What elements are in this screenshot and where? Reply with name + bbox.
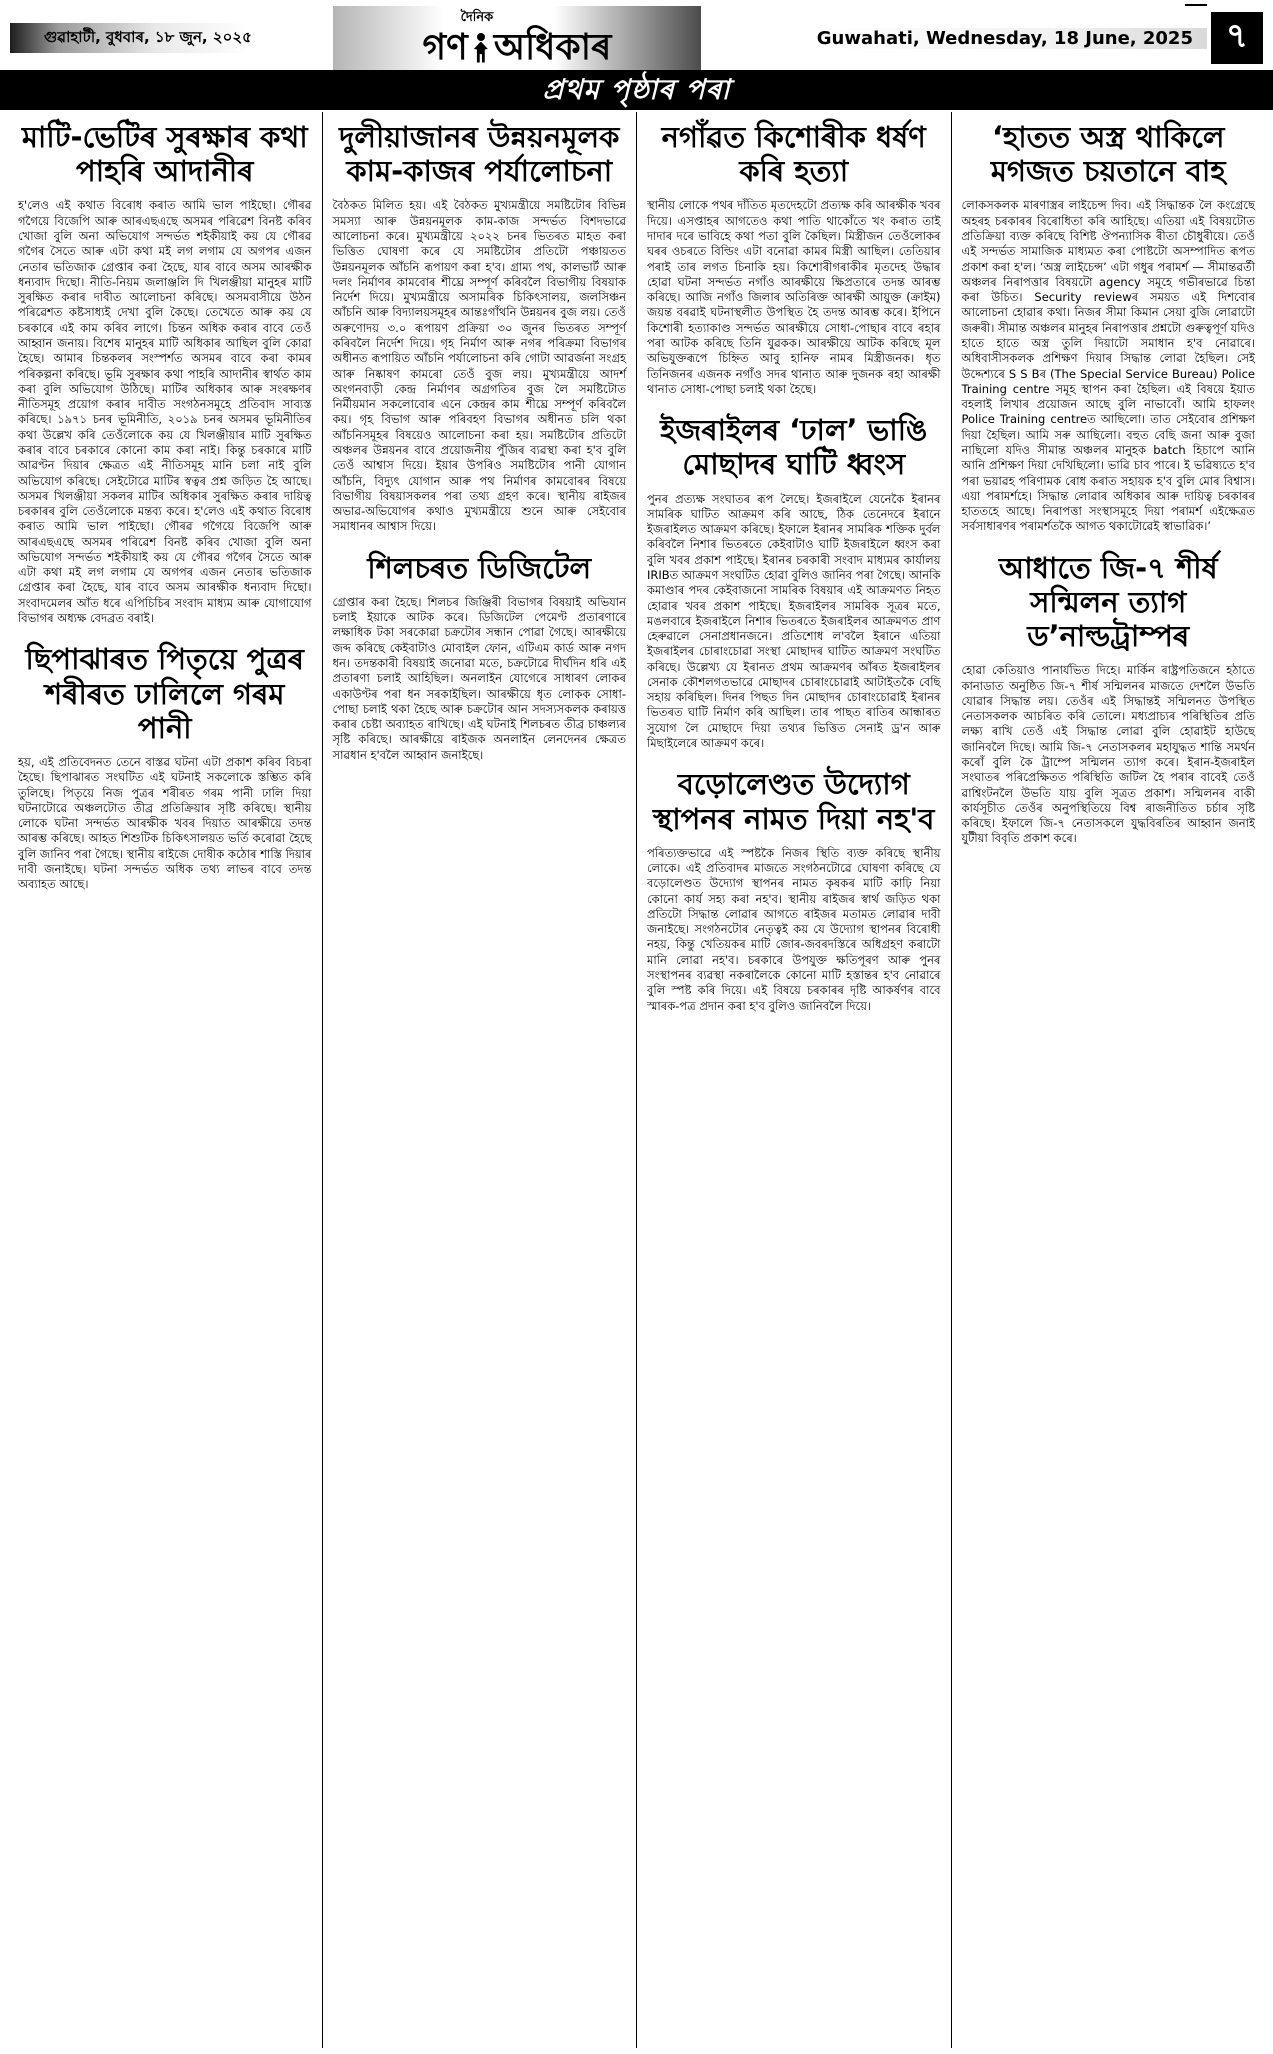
news-column-2 [323, 112, 638, 2048]
article-headline: নগাঁৱত কিশোৰীক ধৰ্ষণ কৰি হত্যা [661, 120, 926, 189]
article-body-paragraph: গ্ৰেপ্তাৰ কৰা হৈছে। শিলচৰ জিঞ্জিৰী বিভাগৰ বিষয়াই অভিযান চলাই ইয়াকে আটক কৰে। ডিজিটেল পেমেণ্ট প্ৰতাৰণাৰে লক্ষাধিক টকা সৰকোৱা চক্ৰটোৰ সন্ধান পোৱা গৈছে। আৰক্ষীয়ে জব্দ কৰিছে কেইবাটাও মোবাইল ফোন, এটিএম কাৰ্ড আৰু নগদ ধন। তদন্তকাৰী বিষয়াই জনোৱা মতে, চক্ৰটোৱে দীৰ্ঘদিন ধৰি এই প্ৰতাৰণা চলাই আহিছিল। অনলাইন যোগেৰে সাধাৰণ লোকৰ একাউণ্টৰ পৰা ধন সৰকাইছিল। আৰক্ষীয়ে ধৃত লোকক সোধা-পোছা চলাই থকা হৈছে আৰু চক্ৰটোৰ আন সদস্যসকলক কৰায়ত্ত কৰাৰ চেষ্টা অব্যাহত ৰাখিছে। এই ঘটনাই শিলচৰত তীব্ৰ চাঞ্চল্যৰ সৃষ্টি কৰিছে। আৰক্ষীয়ে ৰাইজক অনলাইন লেনদেনৰ ক্ষেত্ৰত সাৱধান হ'বলৈ আহ্বান জনাইছে। [332, 594, 626, 762]
person-icon [474, 33, 488, 63]
dateline-english: Guwahati, Wednesday, 18 June, 2025 [817, 28, 1207, 49]
masthead-tagline: দৈনিক [460, 9, 494, 25]
article-israel-mossad [647, 413, 941, 751]
columns-container [0, 110, 1273, 2048]
article-trump-g7 [962, 551, 1256, 847]
article-body-paragraph: পুনৰ প্ৰত্যক্ষ সংঘাতৰ ৰূপ লৈছে। ইজৰাইলে যেনেকৈ ইৰানৰ সামৰিক ঘাটিত আক্ৰমণ কৰি আছে, ঠিক তেনেদৰে ইৰানে ইজৰাইলত আক্ৰমণ কৰিছে। ইফালে ইৰানৰ সামৰিক শক্তিক দুৰ্বল কৰিবলৈ নিশাৰ ভিতৰতে কেইবাটাও ঘাটি ইজৰাইলে ধ্বংস কৰা বুলি খবৰ প্ৰকাশ পাইছে। ইৰানৰ চৰকাৰী সংবাদ মাধ্যমৰ কাৰ্যালয় IRIBত আক্ৰমণ সংঘটিত হোৱা বুলিও জানিব পৰা গৈছে। আনকি কমাণ্ডাৰ পদৰ কেইবাজনো সামৰিক বিষয়াৰ এই আক্ৰমণত নিহত হোৱাৰ খবৰ প্ৰকাশ পাইছে। ইজৰাইলৰ সামৰিক সূত্ৰৰ মতে, মঙলবাৰে ইজৰাইলে নিশাৰ ভিতৰতে ইজৰাইলৰ আক্ৰমণত প্ৰাণ হেৰুৱালে সেনাপ্ৰধানজনে। প্ৰতিশোধ ল'বলৈ ইৰানে এতিয়া ইজৰাইলৰ চোৰাংচোৱা সংস্থা মোছাদৰ ঘাটিত আক্ৰমণ সংঘটিত কৰিছে। উল্লেখ্য যে ইৰানত প্ৰথম আক্ৰমণৰ আঁৰত ইজৰাইলৰ সেনাক কৌশলগতভাৱে মোছাদৰ চোৰাংচোৱাই আটাইতকৈ বেছি সহায় কৰিছিল। দিনৰ পিছত দিন মোছাদৰ চোৰাংচোৱাই ইৰানৰ ভিতৰত ঘাটি নিৰ্মাণ কৰি আছিল। তাৰ পাছত ৰাতিৰ আন্ধাৰত সুযোগ লৈ মোছাদে দিয়া তথ্যৰ ভিত্তিত সেনাই ড্ৰ'ন আৰু মিছাইলেৰে আক্ৰমণ কৰে। [647, 491, 941, 751]
news-column-3 [637, 112, 952, 2048]
news-column-1 [8, 112, 323, 2048]
article-headline: মাটি-ভেটিৰ সুৰক্ষাৰ কথা পাহৰি আদানীৰ [21, 120, 308, 189]
article-body-paragraph: হয়, এই প্ৰতিবেদনত তেনে বাস্তৱ ঘটনা এটা প্ৰকাশ কৰিব বিচৰা হৈছে। ছিপাঝাৰত সংঘটিত এই ঘটনাই সকলোকে স্তম্ভিত কৰি তুলিছে। পিতৃয়ে নিজ পুত্ৰৰ শৰীৰত গৰম পানী ঢালি দিয়া ঘটনাটোৱে অঞ্চলটোত তীব্ৰ প্ৰতিক্ৰিয়াৰ সৃষ্টি কৰিছে। স্থানীয় লোকে ঘটনা সন্দৰ্ভত আৰক্ষীক খবৰ দিয়াত আৰক্ষীয়ে তদন্ত আৰম্ভ কৰিছে। আহত শিশুটিক চিকিৎসালয়ত ভৰ্তি কৰোৱা হৈছে বুলি জানিব পৰা গৈছে। স্থানীয় ৰাইজে দোষীক কঠোৰ শাস্তি দিয়াৰ দাবী জনাইছে। ঘটনা সন্দৰ্ভত অধিক তথ্য লাভৰ বাবে তদন্ত অব্যাহত আছে। [18, 754, 312, 892]
masthead-title [341, 26, 693, 68]
masthead-title-left: গণ [422, 26, 468, 68]
article-body-paragraph: বৈঠকত মিলিত হয়। এই বৈঠকত মুখ্যমন্ত্ৰীয়ে সমষ্টিটোৰ বিভিন্ন সমস্যা আৰু উন্নয়নমূলক কাম-কাজ সন্দৰ্ভত বিশদভাৱে আলোচনা কৰে। মুখ্যমন্ত্ৰীয়ে ২০২২ চনৰ ভিতৰত মাহত কৰা ভিত্তিত ঘোষণা কৰে যে সমষ্টিটোৰ প্ৰতিটো পঞ্চায়তত উন্নয়নমূলক আঁচনি ৰূপায়ণ কৰা হ'ব। গ্ৰাম্য পথ, কালভাৰ্ট আৰু দলং নিৰ্মাণৰ কামবোৰ শীঘ্ৰে সম্পূৰ্ণ কৰিবলৈ বিভাগীয় বিষয়াক নিৰ্দেশ দিয়ে। মুখ্যমন্ত্ৰীয়ে অসামৰিক চিকিৎসালয়, জলসিঞ্চন আঁচনি আৰু বিদ্যালয়সমূহৰ আন্তঃগাঁথনি উন্নয়নৰ বুজ লয়। তেওঁ অৰুণোদয় ৩.০ ৰূপায়ণ প্ৰক্ৰিয়া ৩০ জুনৰ ভিতৰত সম্পূৰ্ণ কৰিবলৈ নিৰ্দেশ দিয়ে। গৃহ নিৰ্মাণ আৰু নগৰ পৰিক্ৰমা বিভাগৰ অধীনত ৰূপায়িত আঁচনি পৰ্যালোচনা কৰি গোটা আৱৰ্জনা সংগ্ৰহ আৰু নিষ্কাষণ কামৰো তেওঁ বুজ লয়। মুখ্যমন্ত্ৰীয়ে আদৰ্শ অংগনবাড়ী কেন্দ্ৰ নিৰ্মাণৰ অগ্ৰগতিৰ বুজ লৈ সমষ্টিটোত নিৰ্মীয়মান সকলোবোৰ এনে কেন্দ্ৰৰ কাম শীঘ্ৰে সম্পূৰ্ণ কৰিবলৈ কয়। গৃহ বিভাগ আৰু পৰিবহণ বিভাগৰ অধীনত চলি থকা আঁচনিসমূহৰ বিষয়েও আলোচনা কৰা হয়। সমষ্টিটোৰ প্ৰতিটো অঞ্চলৰ উন্নয়নৰ বাবে প্ৰয়োজনীয় পুঁজিৰ ব্যৱস্থা কৰা হ'ব বুলি তেওঁ আশ্বাস দিয়ে। ইয়াৰ উপৰিও সমষ্টিটোৰ পানী যোগান আঁচনি, বিদ্যুৎ যোগান আৰু পথ নিৰ্মাণৰ কামবোৰৰ বিষয়ে বিভাগীয় বিষয়াসকলৰ পৰা তথ্য গ্ৰহণ কৰে। স্থানীয় ৰাইজৰ অভাৱ-অভিযোগৰ কথাও মুখ্যমন্ত্ৰীয়ে শুনে আৰু সেইবোৰ সমাধানৰ আশ্বাস দিয়ে। [332, 198, 626, 534]
article-body-paragraph: লোকসকলক মাৰণাস্ত্ৰৰ লাইচেন্স দিব। এই সিদ্ধান্তক লৈ কংগ্ৰেছে অহৰহ চৰকাৰৰ বিৰোধিতা কৰি আহিছে। এতিয়া এই বিষয়টোত প্ৰতিক্ৰিয়া ব্যক্ত কৰিছে বিশিষ্ট ঔপন্যাসিক ৰীতা চৌধুৰীয়ে। তেওঁ এই সন্দৰ্ভত সামাজিক মাধ্যমত কৰা পোষ্টটো অসম্পাদিত ৰূপত প্ৰকাশ কৰা হ'ল। ‘অস্ত্ৰ লাইচেন্স’ এটা গধুৰ পৰামৰ্শ — সীমান্তৱৰ্তী অঞ্চলৰ নিৰাপত্তাৰ বিষয়টো agency সমূহে গভীৰভাৱে চিন্তা কৰা উচিত। Security reviewৰ সময়ত এই দিশবোৰ আলোচনা হোৱাৰ কথা। নিজৰ সীমা কিমান সেয়া বুজি লোৱাটো জৰুৰী। সীমান্ত অঞ্চলৰ মানুহৰ নিৰাপত্তাৰ প্ৰশ্নটো গুৰুত্বপূৰ্ণ যদিও হাতে হাতে অস্ত্ৰ তুলি দিয়াটো সমাধান হ'ব নোৱাৰে। অধিবাসীসকলক প্ৰশিক্ষণ দিয়াৰ সিদ্ধান্ত লোৱা হৈছিল। সেই উদ্দেশ্যৰে S S Bৰ (The Special Service Bureau) Police Training centre সমূহ স্থাপন কৰা হৈছিল। এই বিষয়ে ইয়াত বহলাই লিখাৰ প্ৰয়োজন আছে বুলি নাভাবোঁ। আমি হাফলং Police Training centreত আছিলো। তাত সেইবোৰ প্ৰশিক্ষণ দিয়া হৈছিল। আমি সৰু আছিলো। বহুত বেছি জনা আৰু বুজা নাছিলো যদিও সীমান্ত অঞ্চলৰ মানুহক batch হিচাপে আনি আনি প্ৰশিক্ষণ দিয়া দেখিছিলো। ভাৱি চাব পাৰে। ই ভৱিষ্যতে হ'ব পৰা ভয়াৱহ পৰিণামক ৰোধ কৰাত সহায়ক হ'ব বুলি মোৰ বিশ্বাস। এয়া পৰামৰ্শহে। সিদ্ধান্ত লোৱাৰ অধিকাৰ আৰু দায়িত্ব চৰকাৰৰ হাততহে আছে। নিৰাপত্তা সংস্থাসমূহে দিয়া পৰামৰ্শ এইক্ষেত্ৰত সৰ্বসাধাৰণৰ পৰামৰ্শতকৈ আগত থকাটোৱেই স্বাভাৱিক।’ [961, 198, 1255, 534]
article-headline: ‘হাতত অস্ত্ৰ থাকিলে মগজত চয়তানে বাহ [990, 120, 1226, 189]
header-right [817, 12, 1263, 64]
section-banner: প্ৰথম পৃষ্ঠাৰ পৰা [0, 70, 1273, 110]
article-body-paragraph: পৰিত্যক্তভাৱে এই স্পষ্টকৈ নিজৰ স্থিতি ব্যক্ত কৰিছে স্থানীয় লোকে। এই প্ৰতিবাদৰ মাজতে সংগঠনটোৱে ঘোষণা কৰিছে যে বড়োলেণ্ডত উদ্যোগ স্থাপনৰ নামত কৃষকৰ মাটি কাঢ়ি নিয়া কোনো কাৰ্য সহ্য কৰা নহ'ব। স্থানীয় ৰাইজৰ স্বাৰ্থ জড়িত থকা প্ৰতিটো সিদ্ধান্ত লোৱাৰ আগতে ৰাইজৰ মতামত লোৱাৰ দাবী জনাইছে। সংগঠনটোৰ নেতৃত্বই কয় যে উদ্যোগ স্থাপনৰ বিৰোধী নহয়, কিন্তু খেতিয়কৰ মাটি জোৰ-জবৰদস্তিৰে অধিগ্ৰহণ কৰাটো মানি লোৱা নহ'ব। চৰকাৰে উপযুক্ত ক্ষতিপূৰণ আৰু পুনৰ সংস্থাপনৰ ব্যৱস্থা নকৰালৈকে কোনো মাটি হস্তান্তৰ হ'ব নোৱাৰে বুলি স্পষ্ট কৰি দিয়ে। এই বিষয়ে চৰকাৰৰ দৃষ্টি আকৰ্ষণৰ বাবে স্মাৰক-পত্ৰ প্ৰদান কৰা হ'ব বুলিও জানিবলৈ দিয়ে। [647, 845, 941, 1013]
masthead [333, 6, 701, 71]
article-headline: দুলীয়াজানৰ উন্নয়নমূলক কাম-কাজৰ পৰ্যালোচনা [339, 120, 620, 189]
article-sipajhar-hot-water [18, 642, 312, 892]
article-arms-licence-opinion [962, 120, 1256, 535]
article-body-paragraph: স্থানীয় লোকে পথৰ দাঁতিত মৃতদেহটো প্ৰত্যক্ষ কৰি আৰক্ষীক খবৰ দিয়ে। এসপ্তাহৰ আগতেও কথা পাতি থাকোঁতে খং কৰাত তাই দাদাৰ দৰে ভাবিহে কথা পতা বুলি কৈছিল। মিস্ত্ৰীজন তেওঁলোকৰ ঘৰৰ ওচৰতে বিল্ডিং এটা বনোৱা কামৰ মিস্ত্ৰী আছিল। তেতিয়াৰ পৰাই তাৰ লগত চিনাকি হয়। কিশোৰীগৰাকীৰ মৃতদেহ উদ্ধাৰ হোৱা ঘটনা সন্দৰ্ভত নগাঁও আৰক্ষীয়ে ক্ষিপ্ৰতাৰে তদন্ত আৰম্ভ কৰিছে। আজি নগাঁও জিলাৰ অতিৰিক্ত আৰক্ষী আয়ুক্ত (ক্ৰাইম) জয়ন্ত বৰৱাই ঘটনাস্থলীত উপস্থিত হৈ তদন্ত আৰম্ভ কৰে। ইপিনে কিশোৰী হত্যাকাণ্ড সন্দৰ্ভত আৰক্ষীয়ে সোধা-পোছাৰ বাবে ৰহাৰ পৰা আটক কৰিছে তিনি যুৱকক। আৰক্ষীয়ে আটক কৰিছে মূল অভিযুক্তৰূপে চিহ্নিত আবু হানিফ নামৰ মিস্ত্ৰীজনক। ধৃত তিনিজনৰ এজনক নগাঁও সদৰ থানাত আৰু দুজনক ৰহা আৰক্ষী থানাত সোধা-পোছা চলাই থকা হৈছে। [647, 198, 941, 396]
article-headline: আধাতে জি-৭ শীৰ্ষ সন্মিলন ত্যাগ ড’নাল্ডট্ৰাম্পৰ [998, 550, 1218, 654]
article-body-paragraph: হোৱা কেতিয়াও পানাৰ্যভিত দিহে। মাৰ্কিন ৰাষ্ট্ৰপতিজনে হঠাতে কানাডাত অনুষ্ঠিত জি-৭ শীৰ্ষ সন্মিলনৰ মাজতে দেশলৈ উভতি যোৱাৰ সিদ্ধান্ত লয়। তেওঁৰ এই সিদ্ধান্তই সন্মিলনত উপস্থিত নেতাসকলক আচৰিত কৰি তোলে। মধ্যপ্ৰাচ্যৰ পৰিস্থিতিৰ প্ৰতি লক্ষ্য ৰাখি তেওঁ এই সিদ্ধান্ত লোৱা বুলি হোৱাইট হাউছে জানিবলৈ দিছে। আমি জি-৭ নেতাসকলৰ মহাযুদ্ধত শান্তি সমৰ্থন কৰোঁ বুলি কৈ ট্ৰাম্পে সন্মিলন ত্যাগ কৰে। ইৰান-ইজৰাইল সংঘাতৰ পৰিপ্ৰেক্ষিতত পৰিস্থিতি জটিল হৈ পৰাৰ বাবেই তেওঁ ৱাশ্বিংটনলৈ উভতি যায় বুলি সূত্ৰত প্ৰকাশ। সন্মিলনৰ বাকী কাৰ্যসূচীত তেওঁৰ অনুপস্থিতিয়ে বিশ্ব ৰাজনীতিত চৰ্চাৰ সৃষ্টি কৰিছে। ইফালে জি-৭ নেতাসকলে যুদ্ধবিৰতিৰ আহ্বান জনাই যুটীয়া বিবৃতি প্ৰকাশ কৰে। [961, 663, 1255, 846]
article-headline: বড়োলেণ্ডত উদ্যোগ স্থাপনৰ নামত দিয়া নহ'ব [653, 767, 935, 836]
news-column-4 [952, 112, 1266, 2048]
page-header [0, 0, 1273, 68]
article-headline: ইজৰাইলৰ ‘ঢাল’ ভাঙি মোছাদৰ ঘাটি ধ্বংস [660, 413, 928, 482]
article-headline: ছিপাঝাৰত পিতৃয়ে পুত্ৰৰ শৰীৰত ঢালিলে গৰম পানী [25, 642, 304, 745]
article-bodoland-industry [647, 767, 941, 1014]
masthead-title-right: অধিকাৰ [493, 26, 612, 68]
article-adani-land [18, 120, 312, 626]
article-nagaon-crime [647, 120, 941, 397]
article-silchar-digital [333, 551, 627, 763]
article-body-paragraph: হ'লেও এই কথাত বিৰোধ কৰাত আমি ভাল পাইছো। গৌৰৱ গগৈয়ে বিজেপি আৰু আৰএছএছে অসমৰ পৰিৱেশ বিনষ্ট কৰিব খোজা বুলি অনা অভিযোগ সন্দৰ্ভত শইকীয়াই কয় যে গৌৰৱ গগৈৰ সৈতে আৰু এটা কথা মই লগ লগাম যে অগপৰ এজন নেতাৰ ভতিজাক গ্ৰেপ্তাৰ কৰা হৈছে, যাৰ বাবে অসম আৰক্ষীক ধন্যবাদ দিছো। নীতি-নিয়ম জলাঞ্জলি দি খিলঞ্জীয়া মানুহৰ মাটি সুৰক্ষিত কৰাৰ দাবীত আলোচনা কৰিছে। অসমবাসীয়ে উঠন পৰিৱেশত কষ্টসাধ্যই দেখা বুলি কৈছে। তেখেতে আৰু কয় যে চৰকাৰে এই কাম কৰিব লাগে। চিন্তন অধিক কৰাৰ বাবে তেওঁ আহ্বান জনায়। বিশেষ মানুহৰ মাটি অধিকাৰ আছিল বুলি কোৱা হৈছে। আমাৰ চিন্তকলৰ সংস্পৰ্শত অসমৰ বাবে কৰা কামৰ পৰিকল্পনা কৰিছে। ভূমি সুৰক্ষাৰ কথা পাহৰি আদানীৰ স্বাৰ্থত কাম কৰা বুলি অভিযোগ উঠিছে। মাটিৰ অধিকাৰ আৰু সংৰক্ষণৰ নীতিসমূহ প্ৰয়োগ কৰাৰ দাবীত সংগঠনসমূহে প্ৰতিবাদ সাব্যস্ত কৰিছে। ১৯৭১ চনৰ ভূমিনীতি, ২০১৯ চনৰ অসমৰ ভূমিনীতিৰ কথা উল্লেখ কৰি তেওঁলোকে কয় যে খিলঞ্জীয়াৰ মাটি সুৰক্ষিত কৰাৰ বাবে চৰকাৰে কোনো কাম কৰা নাই। কিন্তু চৰকাৰে মাটি আৱণ্টন দিয়াৰ ক্ষেত্ৰত এই নীতিসমূহ মানি চলা নাই বুলি অভিযোগ কৰিছে। সেইটোৱে মাটিৰ স্বত্বৰ প্ৰশ্ন জড়িত হৈ আছে। অসমৰ খিলঞ্জীয়া সকলৰ মাটিৰ অধিকাৰ সুৰক্ষিত কৰাৰ দায়িত্ব চৰকাৰৰ বুলি তেওঁলোকে মন্তব্য কৰে। হ'লেও এই কথাত বিৰোধ কৰাত আমি ভাল পাইছো। গৌৰৱ গগৈয়ে বিজেপি আৰু আৰএছএছে অসমৰ পৰিৱেশ বিনষ্ট কৰিব খোজা বুলি অনা অভিযোগ সন্দৰ্ভত শইকীয়াই কয় যে গৌৰৱ গগৈৰ সৈতে আৰু এটা কথা মই লগ লগাম যে অগপৰ এজন নেতাৰ ভতিজাক গ্ৰেপ্তাৰ কৰা হৈছে, যাৰ বাবে অসম আৰক্ষীক ধন্যবাদ দিছো। সংবাদমেলৰ আঁত ধৰে এপিচিচিৰ সংবাদ মাধ্যম আৰু যোগাযোগ বিভাগৰ অধ্যক্ষ বেদব্ৰত বৰাই। [18, 198, 312, 626]
page-number: ৭ [1211, 12, 1263, 64]
article-duliajan-review [333, 120, 627, 535]
dateline-assamese: গুৱাহাটী, বুধবাৰ, ১৮ জুন, ২০২৫ [10, 23, 275, 53]
article-headline: শিলচৰত ডিজিটেল [367, 550, 592, 585]
